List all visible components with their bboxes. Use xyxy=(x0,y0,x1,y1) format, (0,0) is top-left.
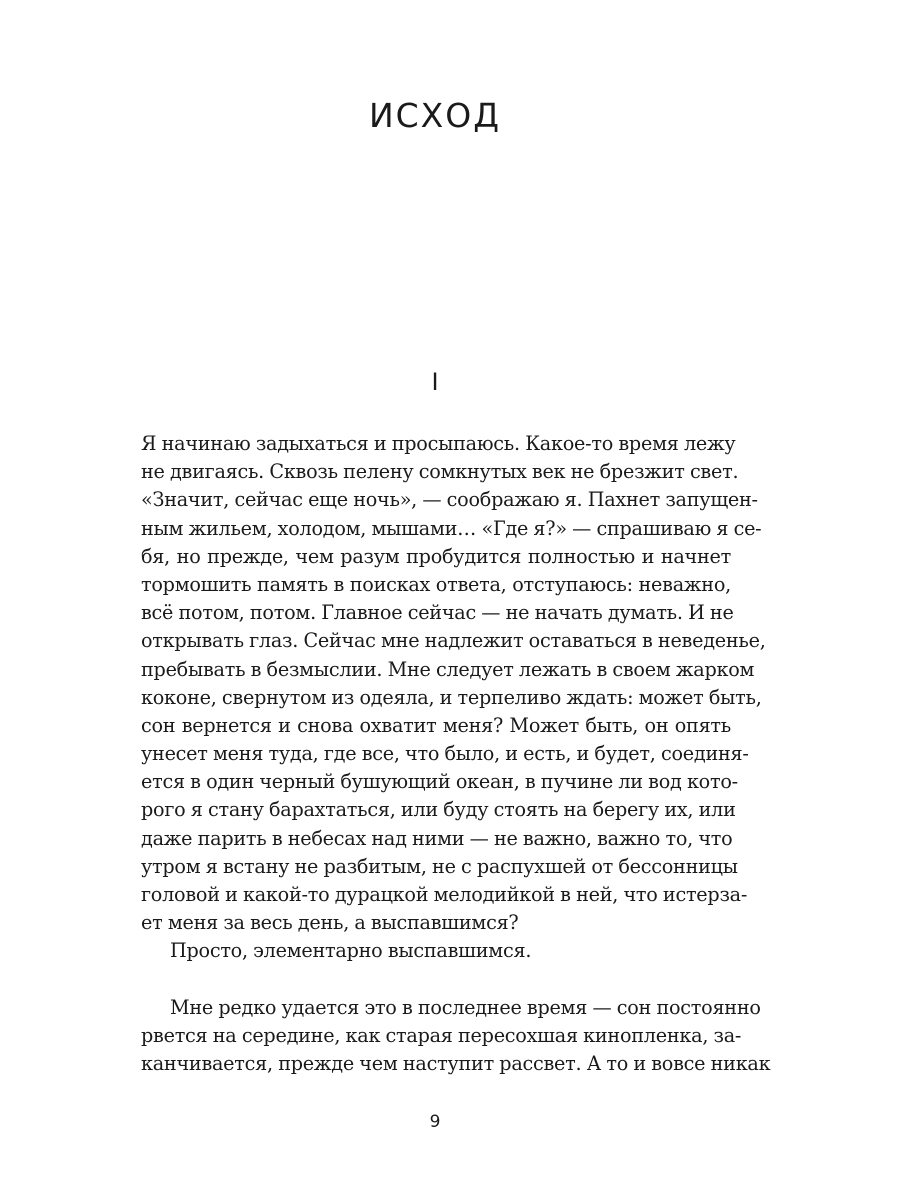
text-line: Просто, элементарно выспавшимся. xyxy=(170,939,532,963)
text-line: утром я встану не разбитым, не с распухшей от бессонницы xyxy=(141,854,738,878)
text-line: рвется на середине, как старая пересохшая кинопленка, за- xyxy=(141,1023,742,1047)
paragraph-2 xyxy=(141,937,731,965)
text-line: сон вернется и снова охватит меня? Может быть, он опять xyxy=(141,713,731,737)
text-line: канчивается, прежде чем наступит рассвет. А то и вовсе никак xyxy=(141,1052,771,1076)
paragraph-3 xyxy=(141,994,771,1079)
text-line: пребывать в безмыслии. Мне следует лежать в своем жарком xyxy=(141,657,755,681)
text-line: унесет меня туда, где все, что было, и есть, и будет, соединя- xyxy=(141,742,749,766)
chapter-title: ИСХОД xyxy=(368,96,502,135)
text-line: ным жильем, холодом, мышами… «Где я?» — спрашиваю я се- xyxy=(141,516,762,540)
text-line: всё потом, потом. Главное сейчас — не начать думать. И не xyxy=(141,601,734,625)
section-number: I xyxy=(431,368,439,396)
page-number: 9 xyxy=(429,1112,441,1132)
paragraph-gap xyxy=(141,966,731,994)
text-line: даже парить в небесах над ними — не важно, важно то, что xyxy=(141,826,733,850)
text-line: Мне редко удается это в последнее время — сон постоянно xyxy=(170,995,761,1019)
text-line: Я начинаю задыхаться и просыпаюсь. Какое-то время лежу xyxy=(141,432,736,455)
paragraph-1 xyxy=(141,430,766,937)
text-line: рого я стану барахтаться, или буду стоять на берегу их, или xyxy=(141,798,736,822)
text-line: ется в один черный бушующий океан, в пучине ли вод кото- xyxy=(141,770,738,794)
text-line: ет меня за весь день, а выспавшимся? xyxy=(141,911,519,935)
text-line: головой и какой-то дурацкой мелодийкой в ней, что истерза- xyxy=(141,883,748,906)
text-line: не двигаясь. Сквозь пелену сомкнутых век не брезжит свет. xyxy=(141,460,739,484)
text-line: бя, но прежде, чем разум пробудится полностью и начнет xyxy=(141,544,731,568)
text-line: «Значит, сейчас еще ночь», — соображаю я. Пахнет запущен- xyxy=(141,488,758,512)
body-text xyxy=(141,430,771,1078)
text-line: открывать глаз. Сейчас мне надлежит оставаться в неведенье, xyxy=(141,629,766,653)
text-line: тормошить память в поисках ответа, отступаюсь: неважно, xyxy=(141,572,731,596)
text-line: коконе, свернутом из одеяла, и терпеливо ждать: может быть, xyxy=(141,685,762,709)
